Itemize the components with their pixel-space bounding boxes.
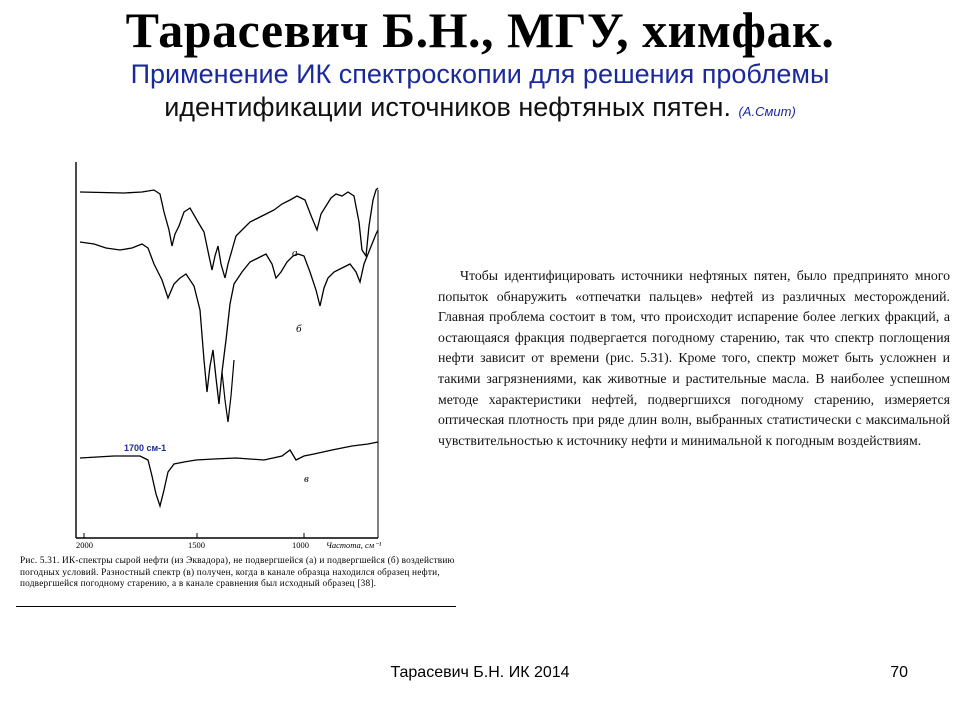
ir-spectra-plot <box>14 160 460 560</box>
ir-spectra-figure <box>14 160 460 610</box>
spectrum-curve-b-detail <box>222 360 234 422</box>
body-paragraph: Чтобы идентифицировать источники нефтяных пятен, было предпринято много попыток обнаружить «отпечатки пальцев» нефтей из различных месторождений. Главная проблема состоит в том, что происходит испарение более легких фракций, а остающаяся фракция подвергается погодному старению, так что спектр поглощения нефти зависит от времени (рис. 5.31). Кроме того, спектр может быть усложнен и такими загрязнениями, как животные и растительные масла. В наиболее успешном методе характеристики нефтей, подвергшихся погодному старению, измеряется оптическая плотность при ряде длин волн, выбранных статистически с максимальной чувствительностью к источнику нефти и минимальной к погодным воздействиям. <box>438 268 950 448</box>
x-tick-2000: 2000 <box>76 540 93 550</box>
subtitle-line-2-text: идентификации источников нефтяных пятен. <box>164 92 731 122</box>
subtitle-citation: (А.Смит) <box>738 104 796 119</box>
subtitle-line-1: Применение ИК спектроскопии для решения проблемы <box>130 59 830 89</box>
caption-divider <box>16 606 456 607</box>
annotation-1700: 1700 см-1 <box>124 443 167 453</box>
page-number: 70 <box>890 664 908 681</box>
slide-title: Тарасевич Б.Н., МГУ, химфак. <box>125 2 835 58</box>
x-tick-1000: 1000 <box>292 540 309 550</box>
x-axis-label: Частота, см⁻¹ <box>326 540 382 550</box>
footer-author: Тарасевич Б.Н. ИК 2014 <box>390 664 570 681</box>
spectrum-curve-b <box>80 230 378 404</box>
figure-caption: Рис. 5.31. ИК-спектры сырой нефти (из Эквадора), не подвергшейся (а) и подвергшейся (б) воздействию погодных условий. Разностный спектр (в) получен, когда в канале образца находился образец нефти, подвергшейся погодному старению, а в канале сравнения был исходный образец [38]. <box>20 556 455 589</box>
slide-subtitle <box>60 58 900 128</box>
subtitle-line-2 <box>60 91 900 128</box>
spectrum-curve-a <box>80 188 378 278</box>
x-tick-1500: 1500 <box>188 540 205 550</box>
curve-label-b: б <box>296 323 302 335</box>
curve-label-a: а <box>292 247 298 259</box>
slide-footer <box>0 664 960 686</box>
curve-label-c: в <box>304 473 309 485</box>
